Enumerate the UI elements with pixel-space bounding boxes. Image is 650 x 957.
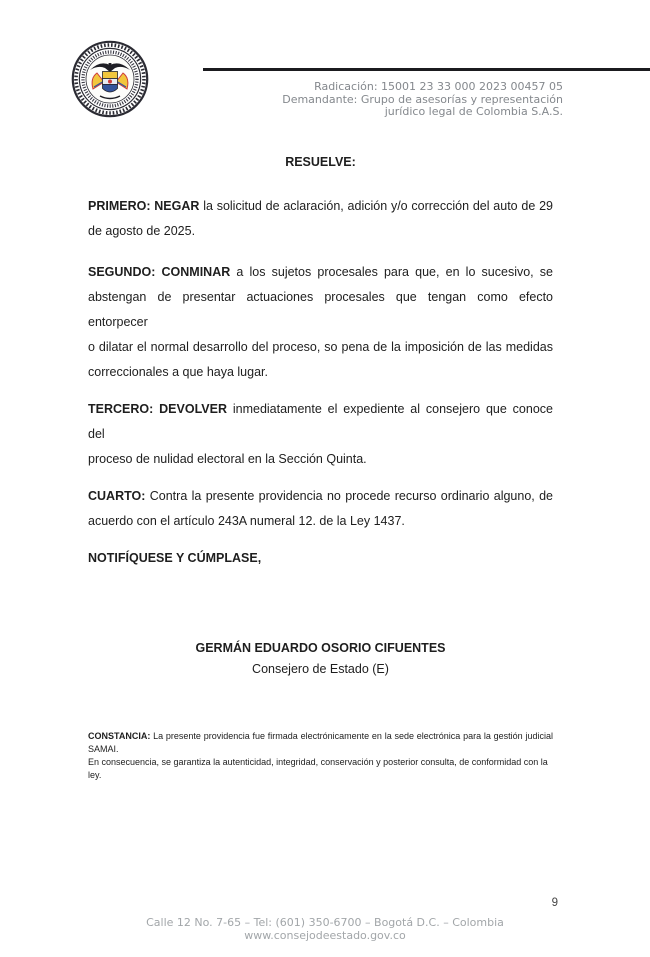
resolution-lead: CUARTO:	[88, 489, 146, 503]
paragraph-line	[88, 194, 553, 219]
constancia-note	[88, 730, 553, 782]
colombia-coat-of-arms-seal-icon	[70, 39, 150, 119]
footer-address-line: Calle 12 No. 7-65 – Tel: (601) 350-6700 – Bogotá D.C. – Colombia	[146, 916, 504, 929]
constancia-line	[88, 730, 553, 756]
resolution-lead: SEGUNDO: CONMINAR	[88, 265, 231, 279]
paragraph-line: correccionales a que haya lugar.	[88, 365, 268, 379]
resolution-text: la solicitud de aclaración, adición y/o corrección del auto de 29	[199, 199, 553, 213]
signature-name: GERMÁN EDUARDO OSORIO CIFUENTES	[195, 641, 446, 655]
paragraph-line: de agosto de 2025.	[88, 224, 196, 238]
document-body	[88, 150, 553, 782]
resolution-segundo	[88, 260, 553, 385]
case-info-block	[282, 81, 563, 119]
resolution-text: inmediatamente el expediente al consejero que conoce del	[88, 402, 553, 441]
signature-title: Consejero de Estado (E)	[252, 662, 389, 676]
constancia-lead: CONSTANCIA:	[88, 731, 151, 741]
signature-block	[88, 638, 553, 680]
resuelve-heading: RESUELVE:	[285, 155, 356, 169]
footer-website: www.consejodeestado.gov.co	[244, 929, 406, 942]
paragraph-line: acuerdo con el artículo 243A numeral 12. de la Ley 1437.	[88, 514, 405, 528]
paragraph-line: proceso de nulidad electoral en la Sección Quinta.	[88, 452, 367, 466]
paragraph-line	[88, 397, 553, 447]
resolution-lead: TERCERO: DEVOLVER	[88, 402, 227, 416]
demandante-line-2: jurídico legal de Colombia S.A.S.	[384, 105, 563, 118]
resolution-lead: PRIMERO: NEGAR	[88, 199, 200, 213]
paragraph-line	[88, 260, 553, 285]
resolution-cuarto	[88, 484, 553, 534]
notifiquese-line: NOTIFÍQUESE Y CÚMPLASE,	[88, 551, 262, 565]
resolution-tercero	[88, 397, 553, 472]
resolution-text: a los sujetos procesales para que, en lo sucesivo, se	[230, 265, 553, 279]
resolution-text: Contra la presente providencia no procede recurso ordinario alguno, de	[145, 489, 553, 503]
constancia-line: En consecuencia, se garantiza la autenticidad, integridad, conservación y posterior consulta, de conformidad con la ley.	[88, 757, 548, 780]
footer-block	[0, 916, 650, 942]
constancia-text: La presente providencia fue firmada electrónicamente en la sede electrónica para la gestión judicial SAMAI.	[88, 731, 553, 754]
header-divider	[203, 68, 650, 71]
paragraph-line	[88, 484, 553, 509]
page-number: 9	[551, 897, 558, 909]
paragraph-line: abstengan de presentar actuaciones procesales que tengan como efecto entorpecer	[88, 290, 553, 329]
resolution-primero	[88, 194, 553, 244]
demandante-line: Demandante: Grupo de asesorías y representación	[282, 92, 563, 106]
paragraph-line: o dilatar el normal desarrollo del proceso, so pena de la imposición de las medidas	[88, 340, 553, 354]
radicacion-line: Radicación: 15001 23 33 000 2023 00457 05	[314, 80, 563, 93]
